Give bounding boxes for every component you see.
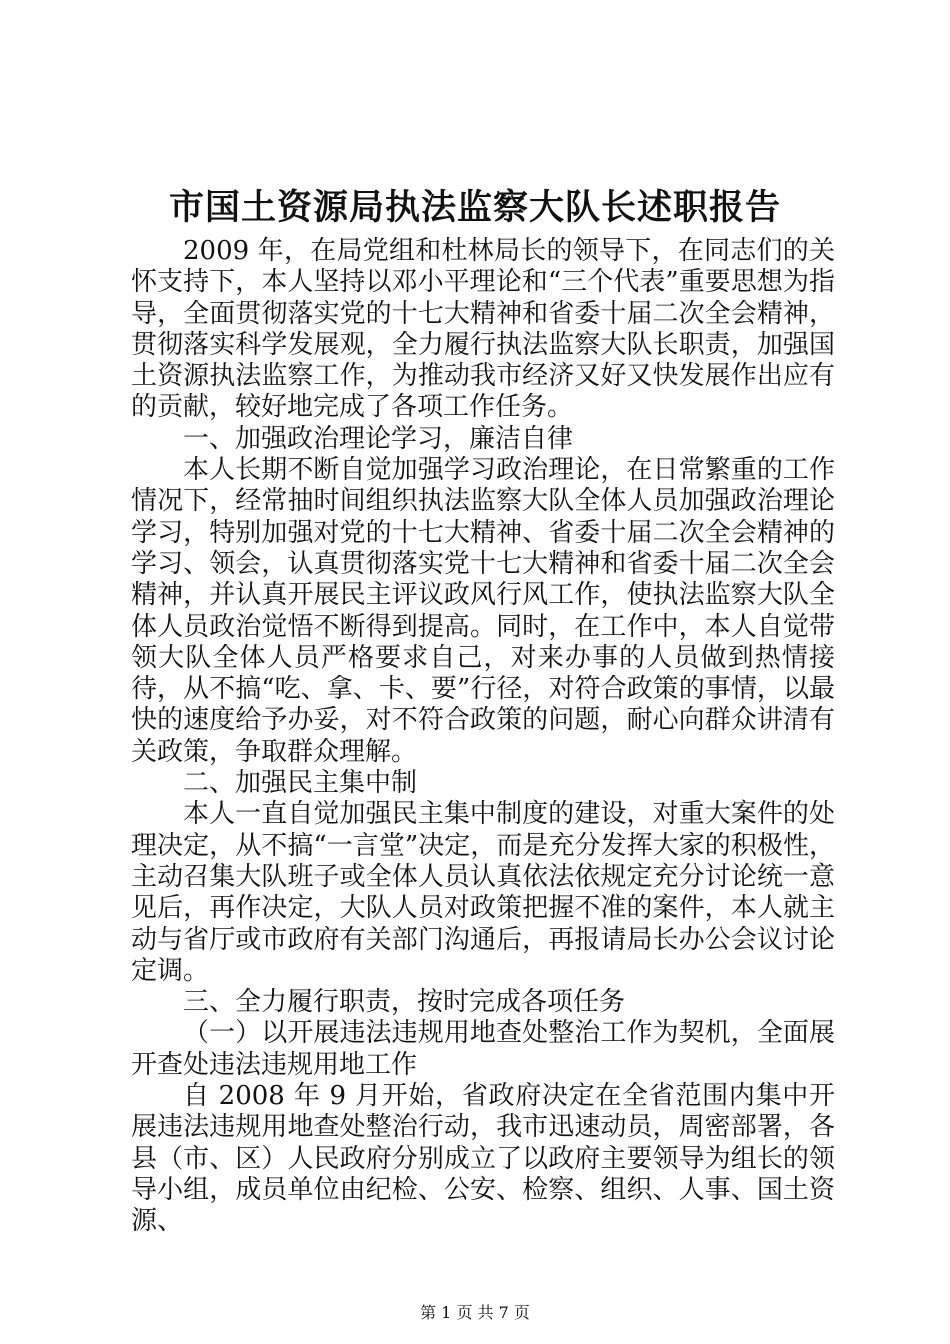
paragraph-section-3-1: 自 2008 年 9 月开始，省政府决定在全省范围内集中开展违法违规用地查处整治行动，我市迅速动员，周密部署，各县（市、区）人民政府分别成立了以政府主要领导为组长的领导小组，成员单位由纪检、公安、检察、组织、人事、国土资源、 — [131, 1081, 835, 1237]
subsection-heading-3-1: （一）以开展违法违规用地查处整治工作为契机，全面展开查处违法违规用地工作 — [131, 1018, 835, 1080]
page-footer: 第 1 页 共 7 页 — [420, 1303, 530, 1322]
section-heading-1: 一、加强政治理论学习，廉洁自律 — [183, 423, 574, 454]
document-body — [131, 236, 835, 1238]
document-title: 市国土资源局执法监察大队长述职报告 — [168, 187, 781, 228]
paragraph-section-1: 本人长期不断自觉加强学习政治理论，在日常繁重的工作情况下，经常抽时间组织执法监察大队全体人员加强政治理论学习，特别加强对党的十七大精神、省委十届二次全会精神的学习、领会，认真贯彻落实党十七大精神和省委十届二次全会精神，并认真开展民主评议政风行风工作，使执法监察大队全体人员政治觉悟不断得到提高。同时，在工作中，本人自觉带领大队全体人员严格要求自己，对来办事的人员做到热情接待，从不搞“吃、拿、卡、要”行径，对符合政策的事情，以最快的速度给予办妥，对不符合政策的问题，耐心向群众讲清有关政策，争取群众理解。 — [131, 455, 835, 767]
paragraph-intro: 2009 年，在局党组和杜林局长的领导下，在同志们的关怀支持下，本人坚持以邓小平理论和“三个代表”重要思想为指导，全面贯彻落实党的十七大精神和省委十届二次全会精神，贯彻落实科学发展观，全力履行执法监察大队长职责，加强国土资源执法监察工作，为推动我市经济又好又快发展作出应有的贡献，较好地完成了各项工作任务。 — [131, 236, 835, 423]
paragraph-section-2: 本人一直自觉加强民主集中制度的建设，对重大案件的处理决定，从不搞“一言堂”决定，而是充分发挥大家的积极性，主动召集大队班子或全体人员认真依法依规定充分讨论统一意见后，再作决定，大队人员对政策把握不准的案件，本人就主动与省厅或市政府有关部门沟通后，再报请局长办公会议讨论定调。 — [131, 799, 835, 986]
section-heading-2: 二、加强民主集中制 — [183, 768, 418, 799]
section-heading-3: 三、全力履行职责，按时完成各项任务 — [183, 987, 626, 1018]
